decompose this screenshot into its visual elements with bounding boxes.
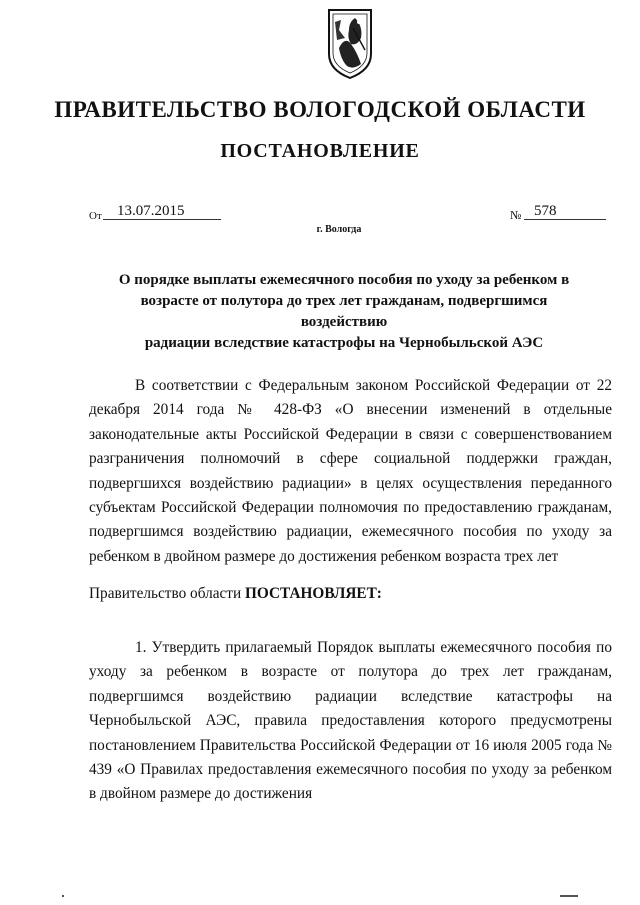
- subject-line: радиации вследствие катастрофы на Чернобыльской АЭС: [144, 335, 544, 351]
- paragraph-text: В соответствии с Федеральным законом Российской Федерации от 22 декабря 2014 года № 428-ФЗ «О внесении изменений в отдельные законодательные акты Российской Федерации в связи с совершенствованием разграничения полномочий в сфере социальной поддержки граждан, подвергшихся воздействию радиации» в целях осуществления переданного субъектам Российской Федерации полномочия по предоставлению гражданам, подвергшимся воздействию радиации, ежемесячного пособия по уходу за ребенком в двойном размере до достижения ребенком возраста трех лет: [89, 377, 612, 565]
- scan-mark: [62, 895, 64, 897]
- document-type: ПОСТАНОВЛЕНИЕ: [220, 140, 420, 162]
- subject-line: возрасте от полутора до трех лет гражданам, подвергшимся воздействию: [140, 293, 548, 330]
- paragraph-text: Правительство области: [89, 585, 246, 602]
- scan-mark: [560, 895, 578, 897]
- document-subject: [104, 270, 584, 354]
- subject-line: О порядке выплаты ежемесячного пособия по уходу за ребенком в: [118, 272, 570, 288]
- city-label: г. Вологда: [316, 224, 362, 235]
- document-number: 578: [524, 203, 606, 220]
- document-date: 13.07.2015: [103, 203, 221, 220]
- government-title: ПРАВИТЕЛЬСТВО ВОЛОГОДСКОЙ ОБЛАСТИ: [54, 97, 586, 122]
- paragraph-text: 1. Утвердить прилагаемый Порядок выплаты ежемесячного пособия по уходу за ребенком в возрасте от полутора до трех лет гражданам, подвергшимся воздействию радиации вследствие катастрофы на Чернобыльской АЭС, правила предоставления которого предусмотрены постановлением Правительства Российской Федерации от 16 июля 2005 года № 439 «О Правилах предоставления ежемесячного пособия по уходу за ребенком в двойном размере до достижения: [89, 639, 612, 803]
- date-prefix: От: [89, 210, 102, 222]
- paragraph-item-1: [89, 636, 612, 807]
- number-prefix: №: [510, 208, 522, 222]
- decree-word: ПОСТАНОВЛЯЕТ:: [245, 585, 382, 602]
- paragraph-preamble: [89, 374, 612, 569]
- coat-of-arms-icon: [327, 8, 373, 80]
- paragraph-decree: [89, 582, 612, 606]
